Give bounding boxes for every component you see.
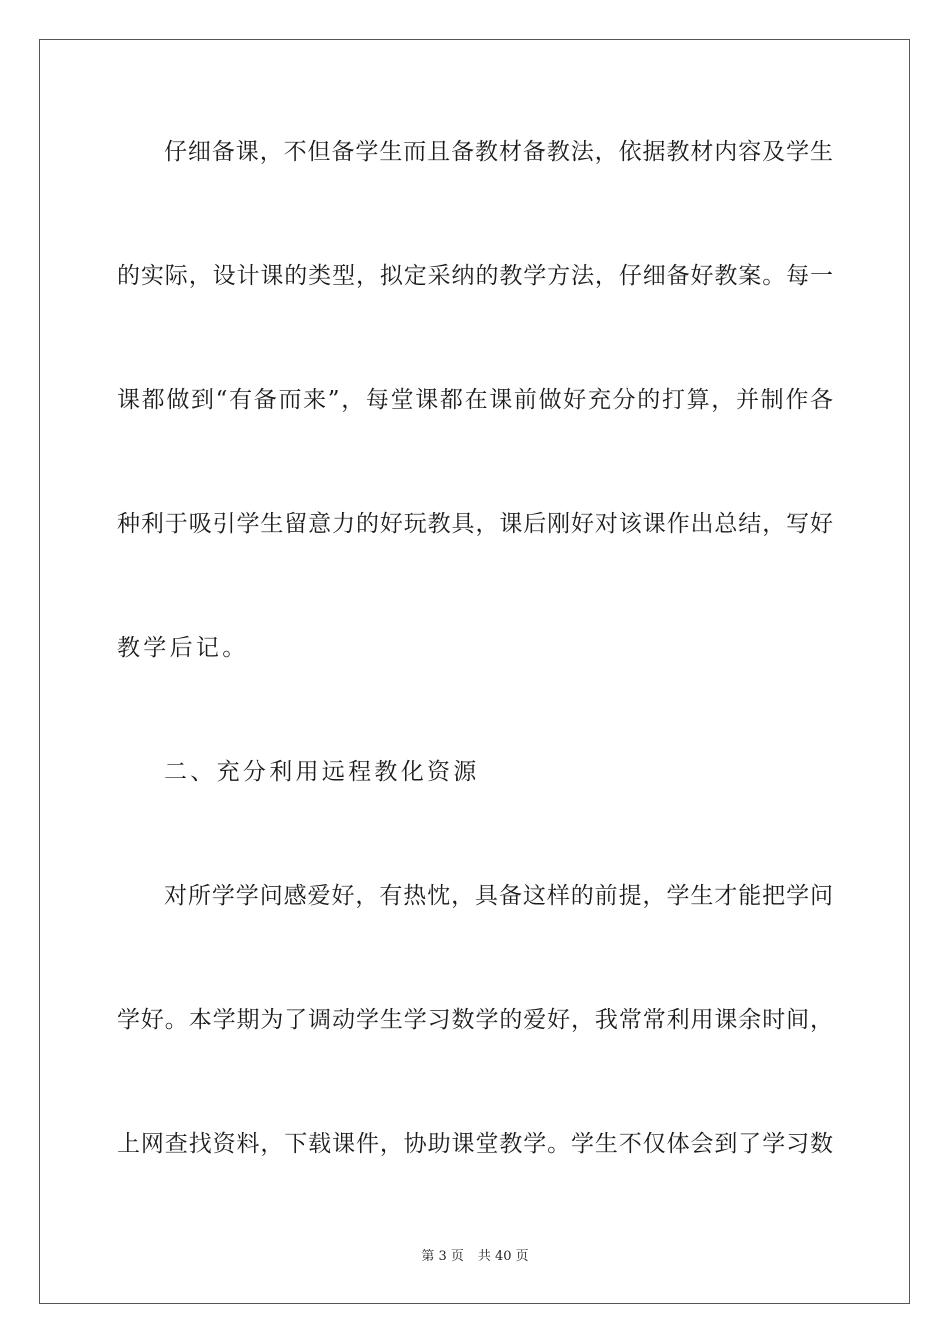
page-number: 第 3 页 [421,1249,464,1264]
paragraph-line: 仔细备课，不但备学生而且备教材备教法，依据教材内容及学生 [164,139,833,165]
paragraph-line: 上网查找资料，下载课件，协助课堂教学。学生不仅体会到了学习数 [117,1131,833,1157]
section-heading: 二、充分利用远程教化资源 [164,759,480,785]
page-total: 共 40 页 [477,1249,529,1264]
page-border [39,39,910,1304]
paragraph-line: 课都做到“有备而来”，每堂课都在课前做好充分的打算，并制作各 [117,387,833,413]
paragraph-line: 种利于吸引学生留意力的好玩教具，课后刚好对该课作出总结，写好 [117,511,833,537]
page-footer [0,1248,950,1266]
paragraph-line: 学好。本学期为了调动学生学习数学的爱好，我常常利用课余时间， [117,1007,833,1033]
paragraph-line: 对所学学问感爱好，有热忱，具备这样的前提，学生才能把学问 [164,883,833,909]
paragraph-line: 的实际，设计课的类型，拟定采纳的教学方法，仔细备好教案。每一 [117,263,833,289]
paragraph-line-end: 教学后记。 [117,635,249,661]
